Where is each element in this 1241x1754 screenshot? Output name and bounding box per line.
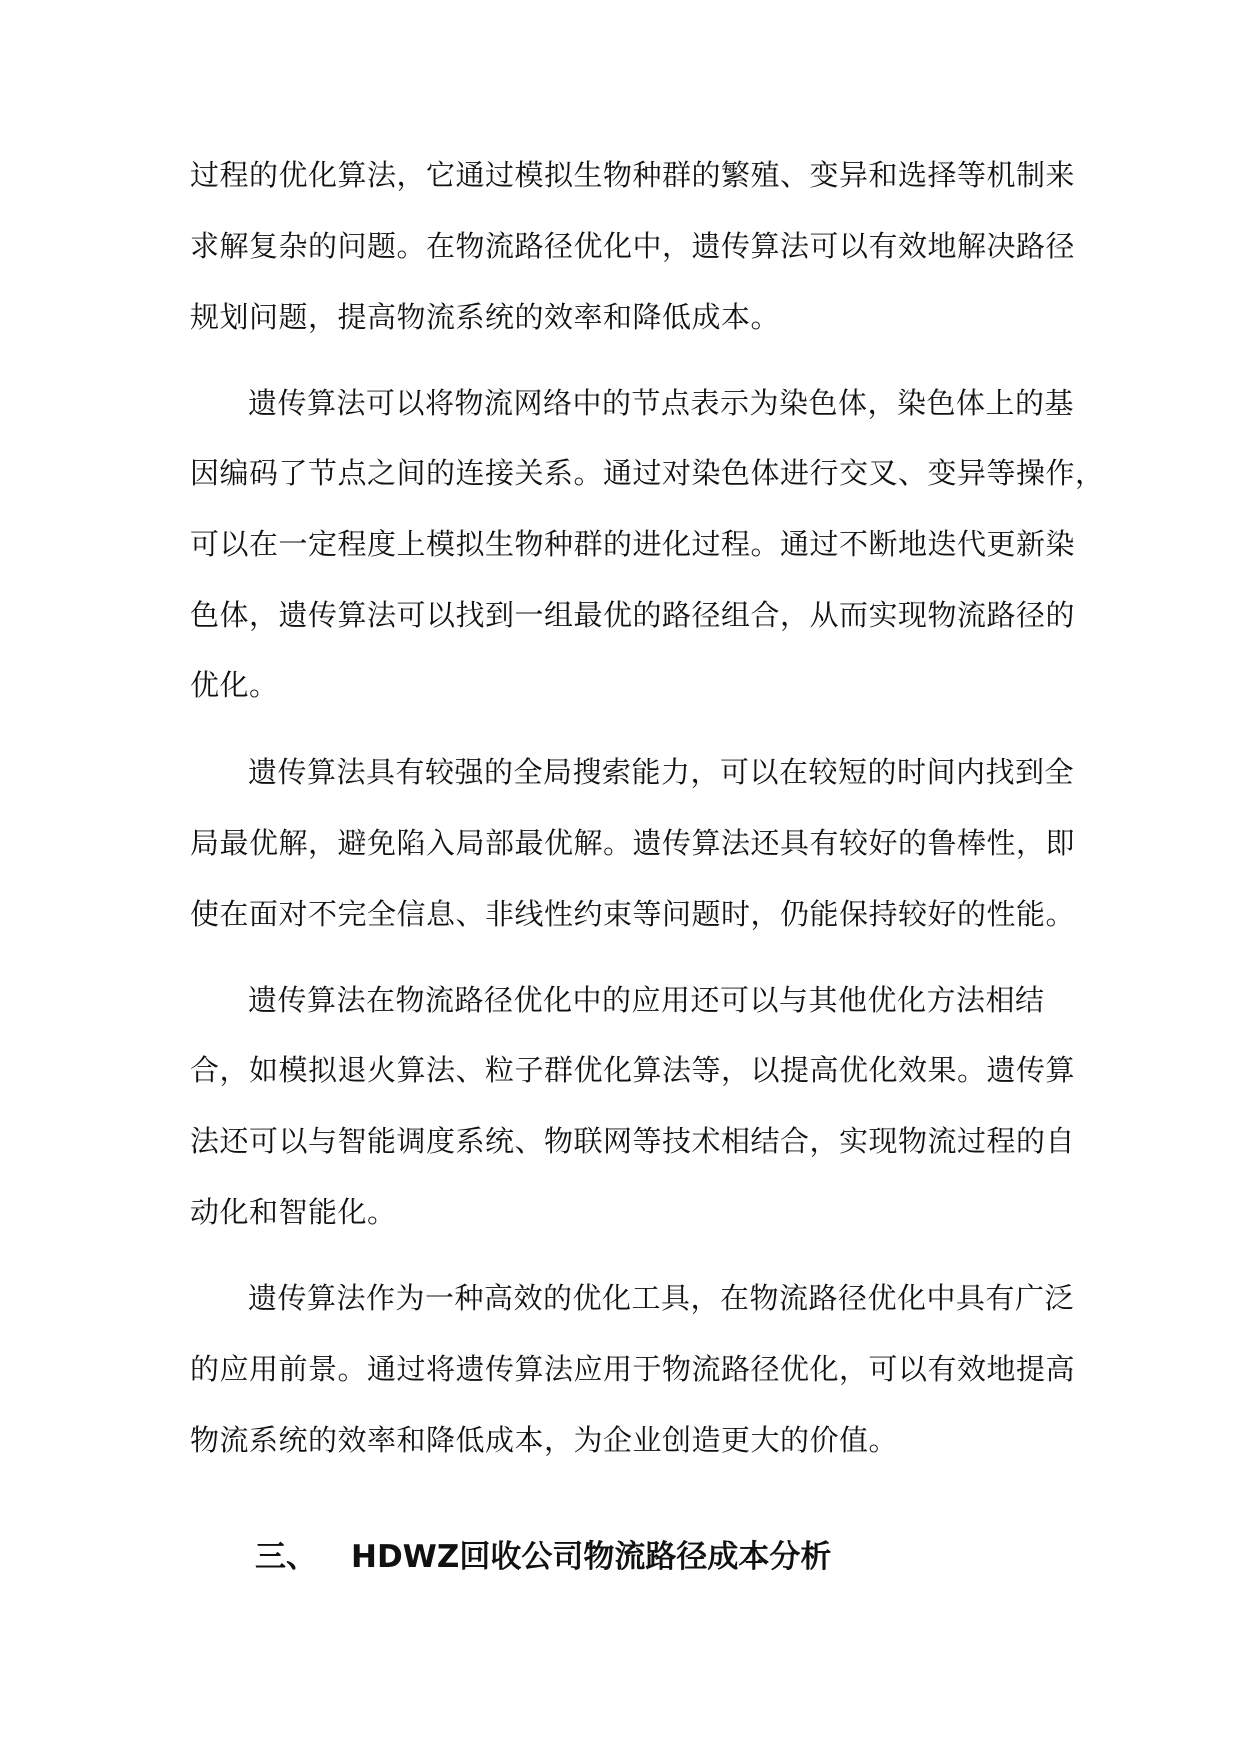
paragraph-line: 过程的优化算法，它通过模拟生物种群的繁殖、变异和选择等机制来 bbox=[190, 158, 1076, 192]
paragraph-line: 求解复杂的问题。在物流路径优化中，遗传算法可以有效地解决路径 bbox=[190, 229, 1076, 263]
paragraph-line: 遗传算法具有较强的全局搜索能力，可以在较短的时间内找到全 bbox=[248, 755, 1075, 789]
paragraph-line: 色体，遗传算法可以找到一组最优的路径组合，从而实现物流路径的 bbox=[190, 598, 1076, 632]
paragraph-line: 规划问题，提高物流系统的效率和降低成本。 bbox=[190, 300, 781, 334]
paragraph-line: 优化。 bbox=[190, 668, 279, 702]
paragraph-line: 物流系统的效率和降低成本，为企业创造更大的价值。 bbox=[190, 1423, 899, 1457]
paragraph-line: 法还可以与智能调度系统、物联网等技术相结合，实现物流过程的自 bbox=[190, 1124, 1076, 1158]
paragraph-line: 遗传算法在物流路径优化中的应用还可以与其他优化方法相结 bbox=[248, 983, 1045, 1017]
paragraph-line: 遗传算法作为一种高效的优化工具，在物流路径优化中具有广泛 bbox=[248, 1281, 1075, 1315]
paragraph-line: 局最优解，避免陷入局部最优解。遗传算法还具有较好的鲁棒性，即 bbox=[190, 826, 1076, 860]
section-title: HDWZ回收公司物流路径成本分析 bbox=[351, 1539, 832, 1575]
paragraph-line: 遗传算法可以将物流网络中的节点表示为染色体，染色体上的基 bbox=[248, 386, 1075, 420]
paragraph-line: 可以在一定程度上模拟生物种群的进化过程。通过不断地迭代更新染 bbox=[190, 527, 1076, 561]
paragraph-line: 因编码了节点之间的连接关系。通过对染色体进行交叉、变异等操作， bbox=[190, 456, 1105, 490]
section-heading bbox=[255, 1535, 831, 1579]
paragraph-line: 的应用前景。通过将遗传算法应用于物流路径优化，可以有效地提高 bbox=[190, 1352, 1076, 1386]
paragraph-line: 合，如模拟退火算法、粒子群优化算法等，以提高优化效果。遗传算 bbox=[190, 1053, 1076, 1087]
paragraph-line: 使在面对不完全信息、非线性约束等问题时，仍能保持较好的性能。 bbox=[190, 897, 1076, 931]
paragraph-line: 动化和智能化。 bbox=[190, 1195, 397, 1229]
section-number: 三、 bbox=[255, 1539, 317, 1575]
